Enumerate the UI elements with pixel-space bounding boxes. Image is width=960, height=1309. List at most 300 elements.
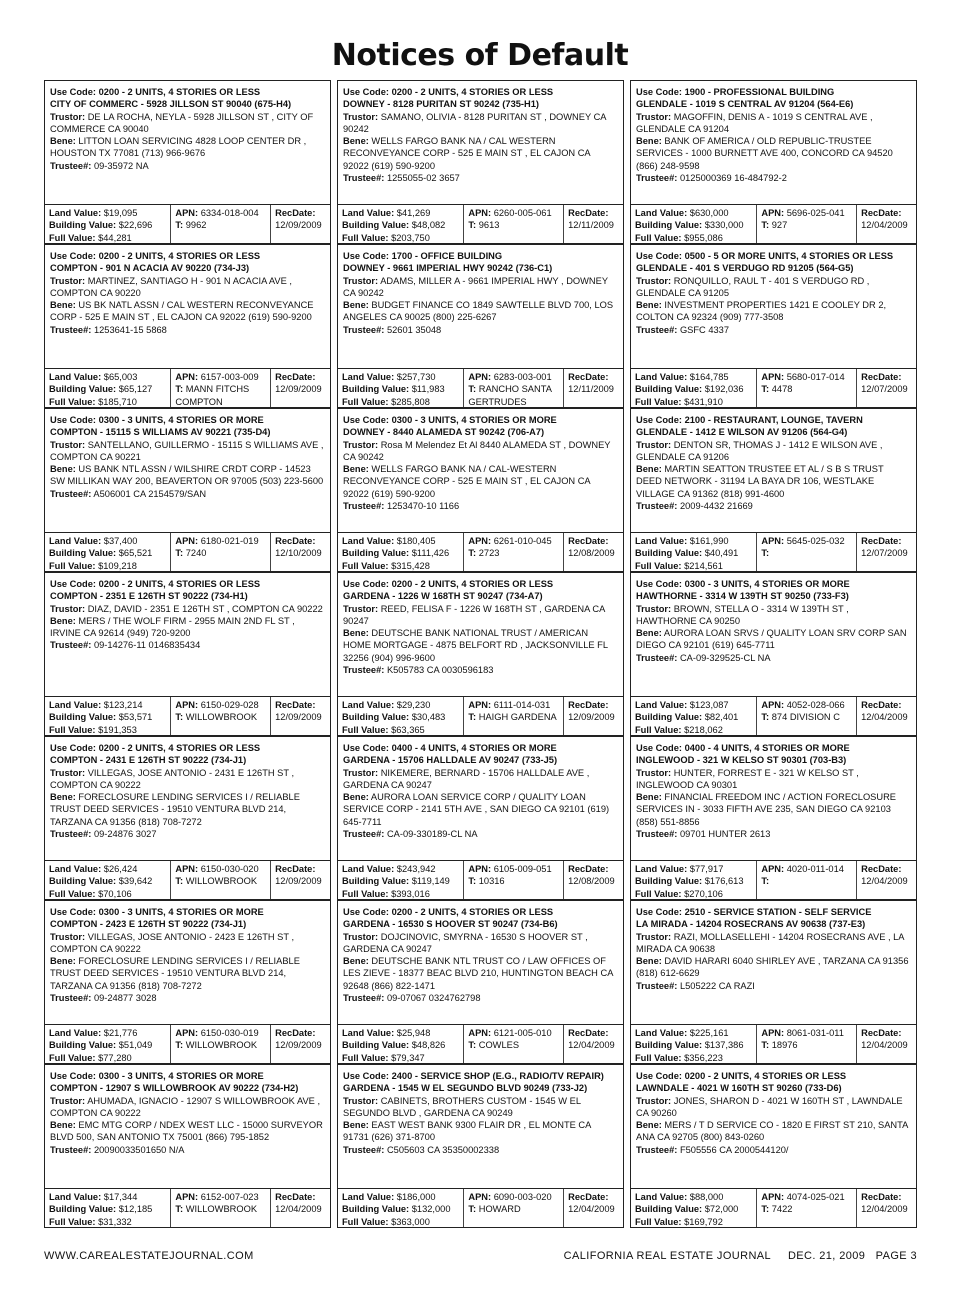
recdate-label: RecDate: xyxy=(861,864,902,874)
full-value-line xyxy=(342,1216,459,1227)
trustee-line xyxy=(343,992,618,1004)
full-value-label: Full Value: xyxy=(49,1216,96,1227)
building-value: $30,483 xyxy=(411,712,446,723)
use-code-value: 0200 - 2 UNITS, 4 STORIES OR LESS xyxy=(98,579,261,589)
use-code-label: Use Code: xyxy=(636,415,682,425)
bene-value: WELLS FARGO BANK NA / CAL WESTERN RECONVEYANCE CORP - 525 E MAIN ST , EL CAJON CA 92022 (619) 590-9200 xyxy=(343,136,591,171)
building-value: $82,401 xyxy=(704,712,739,723)
trustor-label: Trustor: xyxy=(50,439,86,450)
apn-label: APN: xyxy=(175,864,199,874)
land-value: $17,344 xyxy=(103,1192,138,1202)
bene-value: DEUTSCHE BANK NTL TRUST CO / LAW OFFICES OF LES ZIEVE - 18377 BEAC BLVD 210, HUNTINGTON BEACH CA 92648 (866) 822-1471 xyxy=(343,956,613,991)
use-code-line xyxy=(50,742,325,754)
recdate-cell xyxy=(856,369,916,407)
building-value-line xyxy=(635,1203,752,1215)
tract-line xyxy=(468,1039,559,1051)
building-value-line xyxy=(342,1039,459,1051)
property-address: COMPTON - 901 N ACACIA AV 90220 (734-J3) xyxy=(50,263,250,274)
notice-record xyxy=(337,1064,624,1228)
apn-label: APN: xyxy=(761,372,785,382)
trustee-line xyxy=(343,500,618,512)
notice-details xyxy=(44,80,331,204)
values-cell xyxy=(631,369,756,407)
page-title: Notices of Default xyxy=(331,38,629,73)
use-code-label: Use Code: xyxy=(636,251,682,261)
apn-cell xyxy=(463,697,563,735)
bene-label: Bene: xyxy=(50,136,76,147)
column-1 xyxy=(44,80,331,1228)
recdate-value: 12/11/2009 xyxy=(568,384,614,395)
use-code-line xyxy=(636,250,911,262)
full-value: $203,750 xyxy=(391,232,430,243)
bene-value: LITTON LOAN SERVICING 4828 LOOP CENTER DR , HOUSTON TX 77081 (713) 966-9676 xyxy=(50,136,307,159)
trustor-value: CABINETS, BROTHERS CUSTOM - 1545 W EL SEGUNDO BLVD , GARDENA CA 90249 xyxy=(343,1095,581,1118)
recdate-cell xyxy=(270,533,330,571)
apn-label: APN: xyxy=(761,864,785,874)
notice-record xyxy=(630,80,917,244)
land-value-label: Land Value: xyxy=(342,700,395,710)
trustor-value: VILLEGAS, JOSE ANTONIO - 2423 E 126TH ST , COMPTON CA 90222 xyxy=(50,931,295,954)
full-value-line xyxy=(49,232,166,243)
notice-record xyxy=(630,736,917,900)
full-value-line xyxy=(635,560,752,571)
building-value: $40,491 xyxy=(704,548,739,559)
building-value-line xyxy=(342,219,459,231)
land-value: $257,730 xyxy=(396,372,436,382)
notice-record xyxy=(630,572,917,736)
land-value-line xyxy=(342,535,459,547)
trustor-line xyxy=(636,1095,911,1120)
trustee-label: Trustee#: xyxy=(636,173,678,184)
notice-record xyxy=(44,80,331,244)
use-code-value: 0500 - 5 OR MORE UNITS, 4 STORIES OR LESS xyxy=(684,251,894,261)
use-code-value: 0200 - 2 UNITS, 4 STORIES OR LESS xyxy=(98,743,261,753)
use-code-label: Use Code: xyxy=(636,579,682,589)
trustee-label: Trustee#: xyxy=(343,829,385,840)
trustee-line xyxy=(343,664,618,676)
tract-line xyxy=(468,219,559,231)
apn-cell xyxy=(756,861,856,899)
apn-value: 6152-007-023 xyxy=(200,1192,259,1202)
tract-label: T: xyxy=(468,876,477,887)
apn-cell xyxy=(170,697,270,735)
apn-line xyxy=(468,1191,559,1203)
notice-details xyxy=(44,1064,331,1188)
bene-line xyxy=(50,135,325,160)
values-cell xyxy=(45,1025,170,1063)
bene-line xyxy=(636,463,911,500)
full-value-label: Full Value: xyxy=(49,232,96,243)
trustee-value: 09-07067 0324762798 xyxy=(386,993,481,1004)
values-cell xyxy=(45,205,170,243)
trustor-label: Trustor: xyxy=(50,275,86,286)
recdate-value: 12/07/2009 xyxy=(861,384,908,395)
bene-value: INVESTMENT PROPERTIES 1421 E COOLEY DR 2, COLTON CA 92324 (909) 777-3508 xyxy=(636,300,887,323)
values-cell xyxy=(631,533,756,571)
notice-details xyxy=(630,572,917,696)
values-cell xyxy=(631,205,756,243)
trustee-line xyxy=(636,324,911,336)
bene-line xyxy=(50,1119,325,1144)
apn-label: APN: xyxy=(761,1192,785,1202)
full-value: $70,106 xyxy=(98,888,132,899)
apn-value: 6105-009-051 xyxy=(493,864,552,874)
trustor-line xyxy=(343,603,618,628)
tract-label: T: xyxy=(468,1040,477,1051)
full-value-label: Full Value: xyxy=(49,724,96,735)
tract-label: T: xyxy=(761,1040,770,1051)
trustee-label: Trustee#: xyxy=(343,173,385,184)
tract-value: MANN FITCHS COMPTON xyxy=(175,384,250,407)
apn-cell xyxy=(170,533,270,571)
trustee-label: Trustee#: xyxy=(50,160,92,171)
land-value-line xyxy=(342,1027,459,1039)
apn-value: 6150-030-019 xyxy=(200,1028,259,1038)
values-table xyxy=(630,532,917,572)
bene-label: Bene: xyxy=(50,956,76,967)
land-value-line xyxy=(635,371,752,383)
tract-label: T: xyxy=(175,712,184,723)
trustor-label: Trustor: xyxy=(343,767,379,778)
trustor-label: Trustor: xyxy=(636,767,672,778)
notice-details xyxy=(337,244,624,368)
use-code-label: Use Code: xyxy=(343,87,389,97)
land-value: $243,942 xyxy=(396,864,436,874)
use-code-label: Use Code: xyxy=(636,1071,682,1081)
trustee-value: 1255055-02 3657 xyxy=(386,173,460,184)
land-value-line xyxy=(342,699,459,711)
trustee-value: A506001 CA 2154579/SAN xyxy=(93,488,207,499)
land-value-label: Land Value: xyxy=(635,1028,688,1038)
bene-value: AURORA LOAN SERVICE CORP / QUALITY LOAN SERVICE CORP - 2141 5TH AVE , SAN DIEGO CA 92101 (619) 645-7711 xyxy=(343,792,610,827)
tract-label: T: xyxy=(175,548,184,559)
land-value-label: Land Value: xyxy=(49,208,102,218)
tract-label: T: xyxy=(175,1040,184,1051)
use-code-value: 0300 - 3 UNITS, 4 STORIES OR MORE xyxy=(98,1071,264,1081)
bene-line xyxy=(343,955,618,992)
use-code-label: Use Code: xyxy=(50,415,96,425)
recdate-value: 12/04/2009 xyxy=(568,1040,615,1051)
trustor-label: Trustor: xyxy=(636,439,672,450)
bene-value: FINANCIAL FREEDOM INC / ACTION FORECLOSURE SERVICES IN - 3033 FIFTH AVE 235, SAN DIEGO CA 92103 (858) 551-8856 xyxy=(636,792,897,827)
trustee-line xyxy=(636,500,911,512)
bene-value: US BANK NTL ASSN / WILSHIRE CRDT CORP - 14523 SW MILLIKAN WAY 200, BEAVERTON OR 97005 (503) 223-5600 xyxy=(50,464,324,487)
recdate-label: RecDate: xyxy=(861,372,902,382)
apn-line xyxy=(761,535,852,547)
values-table xyxy=(630,860,917,900)
building-value: $137,386 xyxy=(704,1040,744,1051)
full-value-label: Full Value: xyxy=(342,724,389,735)
apn-value: 4074-025-021 xyxy=(786,1192,845,1202)
footer-journal: CALIFORNIA REAL ESTATE JOURNAL DEC. 21, 2009 PAGE 3 xyxy=(563,1250,917,1262)
property-address: CITY OF COMMERC - 5928 JILLSON ST 90040 (675-H4) xyxy=(50,99,292,110)
values-cell xyxy=(338,861,463,899)
full-value: $191,353 xyxy=(98,724,137,735)
use-code-label: Use Code: xyxy=(50,907,96,917)
building-value-line xyxy=(635,383,752,395)
bene-line xyxy=(636,1119,911,1144)
apn-label: APN: xyxy=(761,700,785,710)
full-value-line xyxy=(342,560,459,571)
notice-details xyxy=(630,244,917,368)
full-value-line xyxy=(49,724,166,735)
apn-line xyxy=(761,207,852,219)
values-table xyxy=(337,860,624,900)
apn-value: 6121-005-010 xyxy=(493,1028,552,1038)
tract-value: 9613 xyxy=(478,220,500,231)
trustor-value: DOJCINOVIC, SMYRNA - 16530 S HOOVER ST , GARDENA CA 90247 xyxy=(343,931,588,954)
building-value: $176,613 xyxy=(704,876,744,887)
bene-label: Bene: xyxy=(50,1120,76,1131)
tract-label: T: xyxy=(175,384,184,395)
land-value-line xyxy=(342,207,459,219)
bene-label: Bene: xyxy=(343,956,369,967)
trustor-value: DE LA ROCHA, NEYLA - 5928 JILLSON ST , CITY OF COMMERCE CA 90040 xyxy=(50,111,314,134)
bene-line xyxy=(636,791,911,828)
notice-record xyxy=(44,244,331,408)
trustor-line xyxy=(343,931,618,956)
use-code-line xyxy=(636,414,911,426)
full-value-label: Full Value: xyxy=(635,888,682,899)
trustee-line xyxy=(50,992,325,1004)
trustor-value: VILLEGAS, JOSE ANTONIO - 2431 E 126TH ST , COMPTON CA 90222 xyxy=(50,767,295,790)
building-value-label: Building Value: xyxy=(49,1204,117,1215)
values-table xyxy=(337,368,624,408)
tract-value: 9962 xyxy=(185,220,207,231)
trustor-value: NIKEMERE, BERNARD - 15706 HALLDALE AVE , GARDENA CA 90247 xyxy=(343,767,590,790)
tract-line xyxy=(175,1203,266,1215)
recdate-cell xyxy=(856,533,916,571)
recdate-cell xyxy=(563,533,623,571)
values-table xyxy=(337,1188,624,1228)
property-address: LA MIRADA - 14204 ROSECRANS AV 90638 (737-E3) xyxy=(636,919,866,930)
bene-value: FORECLOSURE LENDING SERVICES I / RELIABLE TRUST DEED SERVICES - 19510 VENTURA BLVD 214, TARZANA CA 91356 (818) 708-7272 xyxy=(50,956,300,991)
property-address: COMPTON - 15115 S WILLIAMS AV 90221 (735-D4) xyxy=(50,427,271,438)
trustor-value: RAZI, MOLLASELLEHI - 14204 ROSECRANS AVE , LA MIRADA CA 90638 xyxy=(636,931,904,954)
use-code-line xyxy=(343,742,618,754)
land-value-label: Land Value: xyxy=(49,536,102,546)
recdate-label: RecDate: xyxy=(275,864,316,874)
values-cell xyxy=(45,697,170,735)
trustee-label: Trustee#: xyxy=(50,993,92,1004)
bene-line xyxy=(636,299,911,324)
trustor-label: Trustor: xyxy=(50,1095,86,1106)
full-value: $185,710 xyxy=(98,396,137,407)
full-value-label: Full Value: xyxy=(49,396,96,407)
trustor-value: DENTON SR, THOMAS J - 1412 E WILSON AVE , GLENDALE CA 91206 xyxy=(636,439,883,462)
apn-cell xyxy=(463,1189,563,1227)
notice-details xyxy=(630,80,917,204)
land-value-label: Land Value: xyxy=(49,864,102,874)
property-address: LAWNDALE - 4021 W 160TH ST 90260 (733-D6) xyxy=(636,1083,842,1094)
land-value-label: Land Value: xyxy=(49,700,102,710)
recdate-label: RecDate: xyxy=(861,700,902,710)
recdate-label: RecDate: xyxy=(275,700,316,710)
trustee-label: Trustee#: xyxy=(636,829,678,840)
use-code-line xyxy=(50,578,325,590)
values-table xyxy=(44,1188,331,1228)
recdate-cell xyxy=(270,369,330,407)
trustee-value: 52601 35048 xyxy=(386,324,442,335)
values-table xyxy=(630,1024,917,1064)
values-table xyxy=(44,696,331,736)
full-value: $363,000 xyxy=(391,1216,430,1227)
full-value-line xyxy=(342,396,459,407)
building-value-label: Building Value: xyxy=(49,712,117,723)
recdate-cell xyxy=(856,1189,916,1227)
land-value-label: Land Value: xyxy=(342,208,395,218)
land-value: $65,003 xyxy=(103,372,138,382)
full-value: $109,218 xyxy=(98,560,137,571)
tract-label: T: xyxy=(468,712,477,723)
trustor-label: Trustor: xyxy=(343,603,379,614)
column-2 xyxy=(337,80,624,1228)
full-value: $31,332 xyxy=(98,1216,132,1227)
recdate-label: RecDate: xyxy=(275,208,316,218)
bene-value: MERS / THE WOLF FIRM - 2955 MAIN 2ND FL ST , IRVINE CA 92614 (949) 720-9200 xyxy=(50,615,295,639)
full-value-label: Full Value: xyxy=(635,396,682,407)
tract-line xyxy=(761,547,852,559)
recdate-cell xyxy=(270,1025,330,1063)
full-value: $44,281 xyxy=(98,232,132,243)
full-value-label: Full Value: xyxy=(342,396,389,407)
trustor-line xyxy=(636,275,911,300)
recdate-label: RecDate: xyxy=(861,536,902,546)
values-table xyxy=(44,1024,331,1064)
land-value: $180,405 xyxy=(396,536,436,546)
full-value-label: Full Value: xyxy=(635,724,682,735)
recdate-cell xyxy=(270,205,330,243)
trustor-value: SANTELLANO, GUILLERMO - 15115 S WILLIAMS AVE , COMPTON CA 90221 xyxy=(50,439,324,462)
land-value-label: Land Value: xyxy=(342,1028,395,1038)
full-value-line xyxy=(342,1052,459,1063)
tract-line xyxy=(761,1203,852,1215)
use-code-line xyxy=(636,742,911,754)
tract-value: 7240 xyxy=(185,548,207,559)
trustor-line xyxy=(343,275,618,300)
recdate-label: RecDate: xyxy=(275,536,316,546)
bene-label: Bene: xyxy=(50,792,76,803)
land-value-line xyxy=(635,535,752,547)
trustee-label: Trustee#: xyxy=(343,501,385,512)
property-address: GARDENA - 1545 W EL SEGUNDO BLVD 90249 (733-J2) xyxy=(343,1083,588,1094)
tract-value: 2723 xyxy=(478,548,500,559)
bene-label: Bene: xyxy=(636,956,662,967)
building-value: $119,149 xyxy=(411,876,450,887)
trustor-line xyxy=(636,603,911,628)
tract-line xyxy=(175,711,266,723)
tract-value: HOWARD xyxy=(478,1204,521,1215)
use-code-line xyxy=(343,906,618,918)
full-value: $79,347 xyxy=(391,1052,425,1063)
bene-label: Bene: xyxy=(636,464,662,475)
apn-label: APN: xyxy=(761,208,785,218)
use-code-label: Use Code: xyxy=(343,579,389,589)
use-code-value: 0400 - 4 UNITS, 4 STORIES OR MORE xyxy=(684,743,850,753)
use-code-value: 0200 - 2 UNITS, 4 STORIES OR LESS xyxy=(391,87,554,97)
values-cell xyxy=(631,861,756,899)
trustee-label: Trustee#: xyxy=(343,1144,385,1155)
building-value: $39,642 xyxy=(118,876,153,887)
bene-label: Bene: xyxy=(50,300,76,311)
building-value-line xyxy=(49,875,166,887)
recdate-value: 12/09/2009 xyxy=(275,712,322,723)
trustee-value: 20090033501650 N/A xyxy=(93,1144,185,1155)
use-code-value: 0400 - 4 UNITS, 4 STORIES OR MORE xyxy=(391,743,557,753)
notice-details xyxy=(44,736,331,860)
property-address: COMPTON - 12907 S WILLOWBROOK AV 90222 (734-H2) xyxy=(50,1083,299,1094)
land-value-label: Land Value: xyxy=(49,372,102,382)
land-value: $25,948 xyxy=(396,1028,431,1038)
apn-value: 6157-003-009 xyxy=(200,372,259,382)
land-value-label: Land Value: xyxy=(635,1192,688,1202)
tract-line xyxy=(761,711,852,723)
tract-line xyxy=(175,875,266,887)
tract-label: T: xyxy=(468,220,477,231)
use-code-value: 0300 - 3 UNITS, 4 STORIES OR MORE xyxy=(391,415,557,425)
land-value-label: Land Value: xyxy=(342,372,395,382)
building-value: $132,000 xyxy=(411,1204,451,1215)
full-value-line xyxy=(635,724,752,735)
notice-record xyxy=(44,1064,331,1228)
use-code-label: Use Code: xyxy=(50,87,96,97)
recdate-value: 12/04/2009 xyxy=(861,712,908,723)
tract-line xyxy=(175,383,266,407)
full-value-label: Full Value: xyxy=(342,1216,389,1227)
land-value-line xyxy=(49,1191,166,1203)
values-cell xyxy=(631,1025,756,1063)
full-value-label: Full Value: xyxy=(49,560,96,571)
full-value-label: Full Value: xyxy=(342,1052,389,1063)
values-cell xyxy=(45,861,170,899)
trustee-line xyxy=(50,488,325,500)
full-value-label: Full Value: xyxy=(342,560,389,571)
values-table xyxy=(337,532,624,572)
bene-line xyxy=(636,135,911,172)
tract-line xyxy=(468,1203,559,1215)
trustee-value: 09-24877 3028 xyxy=(93,993,157,1004)
full-value-label: Full Value: xyxy=(49,1052,96,1063)
notice-record xyxy=(44,572,331,736)
full-value-label: Full Value: xyxy=(342,888,389,899)
tract-value: 927 xyxy=(771,220,788,231)
use-code-value: 2400 - SERVICE SHOP (E.G., RADIO/TV REPAIR) xyxy=(391,1071,604,1081)
recdate-value: 12/08/2009 xyxy=(568,548,615,559)
tract-label: T: xyxy=(761,384,770,395)
trustor-label: Trustor: xyxy=(636,111,672,122)
trustee-label: Trustee#: xyxy=(636,324,678,335)
full-value-line xyxy=(342,888,459,899)
tract-value: COWLES xyxy=(478,1040,520,1051)
property-address: GARDENA - 16530 S HOOVER ST 90247 (734-B6) xyxy=(343,919,558,930)
tract-value: WILLOWBROOK xyxy=(185,876,258,887)
recdate-value: 12/09/2009 xyxy=(275,1040,322,1051)
trustor-label: Trustor: xyxy=(636,931,672,942)
trustor-value: REED, FELISA F - 1226 W 168TH ST , GARDENA CA 90247 xyxy=(343,603,605,626)
full-value: $315,428 xyxy=(391,560,430,571)
notice-details xyxy=(630,1064,917,1188)
tract-line xyxy=(761,1039,852,1051)
land-value-label: Land Value: xyxy=(635,864,688,874)
land-value-label: Land Value: xyxy=(49,1192,102,1202)
bene-line xyxy=(636,955,911,980)
apn-value: 6283-003-001 xyxy=(493,372,552,382)
building-value-line xyxy=(342,547,459,559)
use-code-label: Use Code: xyxy=(343,415,389,425)
notice-record xyxy=(337,80,624,244)
use-code-label: Use Code: xyxy=(343,743,389,753)
land-value-line xyxy=(635,863,752,875)
